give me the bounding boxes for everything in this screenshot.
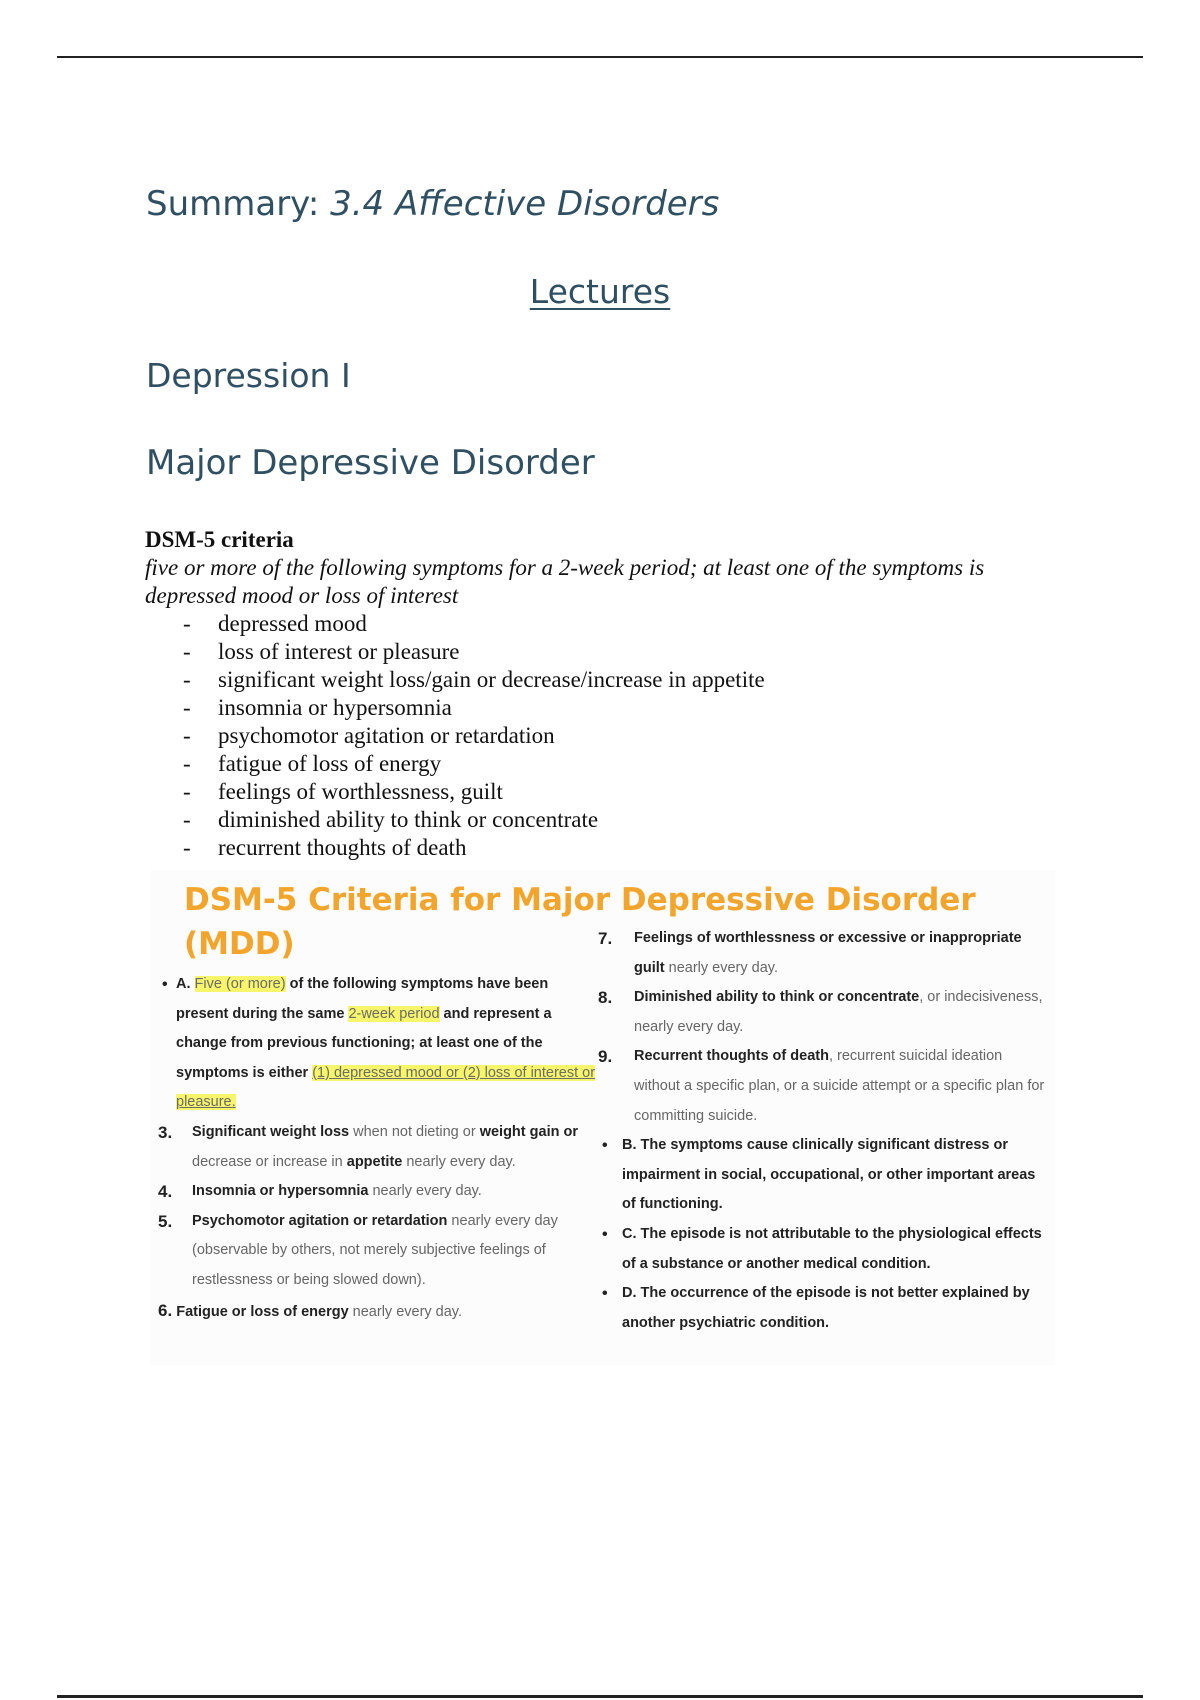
criteria-list <box>145 610 1065 862</box>
list-item: - significant weight loss/gain or decrease/increase in appetite <box>183 666 1065 694</box>
symptom-number: 6. <box>158 1300 173 1320</box>
highlight-five-or-more: Five (or more) <box>194 976 286 992</box>
criteria-subtitle: five or more of the following symptoms for a 2-week period; at least one of the symptoms is depressed mood or loss of interest <box>145 555 985 608</box>
list-item: - psychomotor agitation or retardation <box>183 722 1065 750</box>
symptom-7 <box>598 924 1048 983</box>
title-italic: 3.4 Affective Disorders <box>330 184 720 224</box>
symptom-5-bold: Psychomotor agitation or retardation <box>192 1212 448 1229</box>
criterion-d <box>598 1279 1048 1338</box>
bottom-rule <box>57 1695 1143 1698</box>
slide-title-line1: DSM-5 Criteria for Major Depressive Disorder <box>184 882 976 918</box>
slide-title-line2: (MDD) <box>184 926 295 962</box>
list-item: - fatigue of loss of energy <box>183 750 1065 778</box>
criteria-block <box>145 526 1065 862</box>
criterion-a-label: A. <box>176 976 191 992</box>
criterion-c <box>598 1220 1048 1279</box>
symptom-3-bold-3: appetite <box>346 1153 403 1170</box>
list-item: - diminished ability to think or concentrate <box>183 806 1065 834</box>
symptom-3-text-2: decrease or increase in <box>192 1153 347 1170</box>
slide-image <box>150 870 1055 1365</box>
symptom-3-text-1: when not dieting or <box>349 1123 480 1140</box>
slide-right-column <box>598 924 1048 1338</box>
symptom-5-text: nearly every day (observable by others, not merely subjective feelings of restlessness or being slowed down). <box>192 1212 558 1288</box>
symptom-9-bold: Recurrent thoughts of death <box>634 1048 829 1065</box>
criterion-c-text: C. The episode is not attributable to the physiological effects of a substance or another medical condition. <box>622 1225 1042 1272</box>
symptom-9 <box>598 1042 1048 1131</box>
slide-left-column <box>158 970 598 1327</box>
symptom-6-text: nearly every day. <box>348 1303 463 1320</box>
criterion-a <box>158 970 598 1118</box>
list-item: - recurrent thoughts of death <box>183 834 1065 862</box>
section-heading-text: Lectures <box>529 272 671 311</box>
symptom-number: 7. <box>598 929 613 948</box>
symptom-6 <box>158 1296 598 1328</box>
heading-depression: Depression I <box>146 356 351 395</box>
symptom-3-bold-1: Significant weight loss <box>192 1123 350 1140</box>
criterion-b <box>598 1131 1048 1220</box>
symptom-number: 4. <box>158 1182 173 1202</box>
criterion-a-text-1: of the following symptoms have been present during the same <box>176 976 549 1022</box>
symptom-4-text: nearly every day. <box>368 1183 482 1200</box>
criteria-title: DSM-5 criteria <box>145 527 294 552</box>
symptom-number: 9. <box>598 1047 613 1067</box>
title-prefix: Summary: <box>146 184 331 224</box>
bullet-marker: • <box>602 1225 608 1243</box>
heading-mdd: Major Depressive Disorder <box>146 443 595 483</box>
symptom-7-text: nearly every day. <box>664 959 778 976</box>
section-heading <box>0 272 1200 311</box>
criterion-a-text-2: and represent a change from previous functioning; at least one of the symptoms is either <box>176 1005 552 1081</box>
symptom-5 <box>158 1207 598 1296</box>
symptom-3-bold-2: weight gain or <box>479 1123 578 1140</box>
criterion-b-text: B. The symptoms cause clinically significant distress or impairment in social, occupational, or other important areas of functioning. <box>622 1137 1036 1213</box>
list-item: - loss of interest or pleasure <box>183 638 1065 666</box>
bullet-marker: • <box>162 976 168 993</box>
symptom-3-text-3: nearly every day. <box>402 1153 516 1170</box>
bullet-marker: • <box>602 1137 608 1155</box>
bullet-marker: • <box>602 1285 608 1303</box>
criterion-d-text: D. The occurrence of the episode is not better explained by another psychiatric condition. <box>622 1285 1030 1331</box>
symptom-4-bold: Insomnia or hypersomnia <box>192 1183 369 1200</box>
symptom-number: 8. <box>598 988 613 1008</box>
list-item: - insomnia or hypersomnia <box>183 694 1065 722</box>
list-item: - feelings of worthlessness, guilt <box>183 778 1065 806</box>
document-title <box>146 184 719 224</box>
symptom-9-text: , recurrent suicidal ideation without a specific plan, or a suicide attempt or a specific plan for committing suicide. <box>634 1048 1045 1124</box>
symptom-8 <box>598 983 1048 1042</box>
symptom-4 <box>158 1177 598 1207</box>
highlight-2-week-period: 2-week period <box>348 1005 440 1022</box>
top-rule <box>57 56 1143 58</box>
symptom-number: 5. <box>158 1211 173 1231</box>
symptom-7-bold: Feelings of worthlessness or excessive or inappropriate guilt <box>634 930 1022 976</box>
list-item: - depressed mood <box>183 610 1065 638</box>
highlight-mood-or-interest: (1) depressed mood or (2) loss of interest or pleasure. <box>176 1064 596 1111</box>
symptom-number: 3. <box>158 1122 173 1142</box>
symptom-3 <box>158 1118 598 1177</box>
symptom-8-bold: Diminished ability to think or concentrate <box>634 989 920 1006</box>
symptom-8-text: , or indecisiveness, nearly every day. <box>634 989 1043 1035</box>
symptom-6-bold: Fatigue or loss of energy <box>176 1303 349 1320</box>
